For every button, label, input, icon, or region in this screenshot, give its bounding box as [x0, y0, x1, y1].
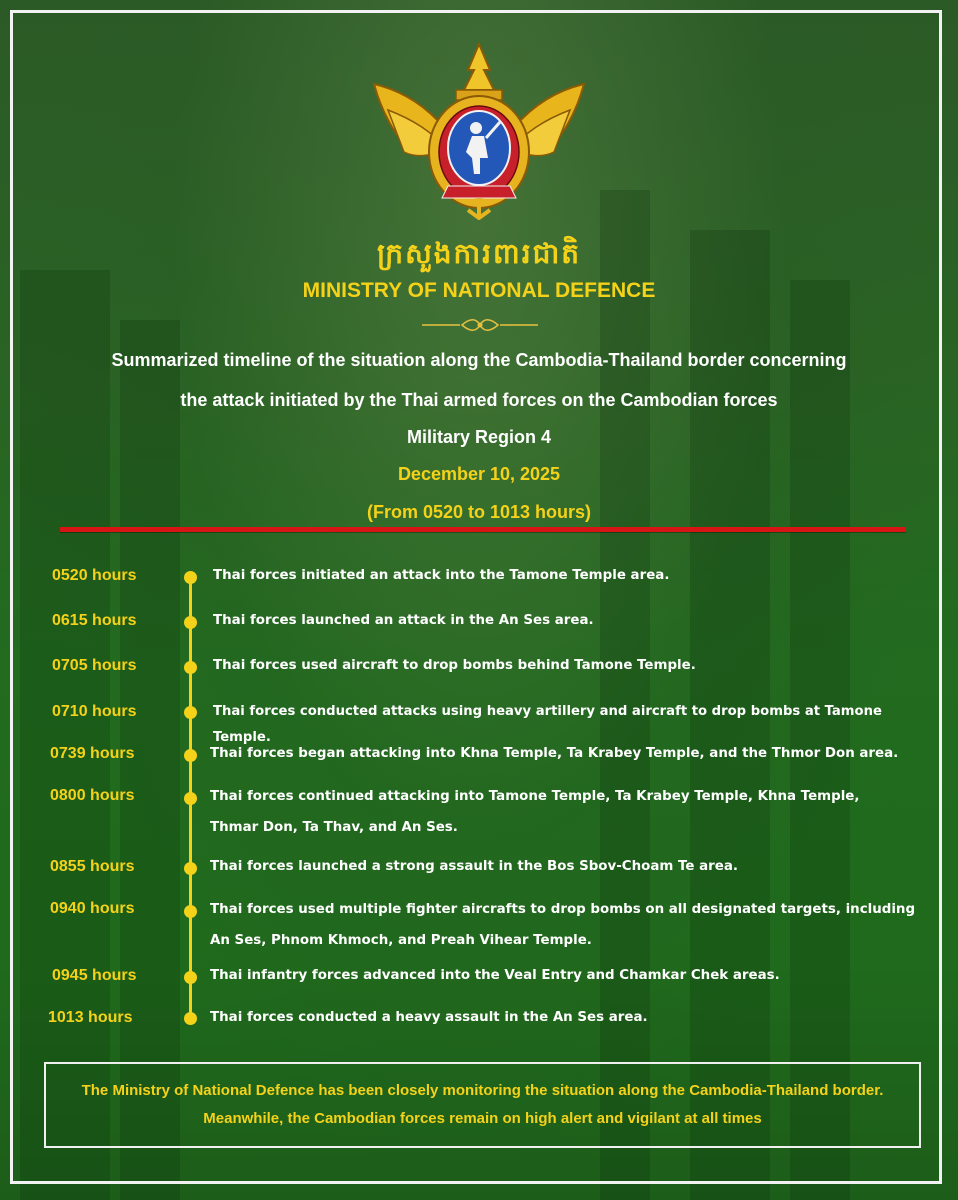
timeline-dot — [184, 661, 197, 674]
timeline-time: 0520 hours — [52, 567, 137, 584]
timeline-dot — [184, 706, 197, 719]
ministry-name: MINISTRY OF NATIONAL DEFENCE — [302, 279, 656, 302]
timeline-dot — [184, 1012, 197, 1025]
timeline-event: Thai forces used multiple fighter aircrafts to drop bombs on all designated targets, including — [210, 902, 916, 917]
timeline-dot — [184, 616, 197, 629]
timeline-event: Thai forces continued attacking into Tamone Temple, Ta Krabey Temple, Khna Temple, — [210, 789, 860, 804]
headline-line-2: the attack initiated by the Thai armed forces on the Cambodian forces — [180, 390, 778, 410]
timeline-event: Thai forces began attacking into Khna Temple, Ta Krabey Temple, and the Thmor Don area. — [210, 746, 899, 761]
timeline-event: Thai forces initiated an attack into the Tamone Temple area. — [213, 568, 670, 583]
timeline-event: Thai forces conducted a heavy assault in the An Ses area. — [210, 1010, 648, 1025]
ministry-emblem-icon — [368, 40, 590, 220]
timeline-event: Thai forces launched an attack in the An Ses area. — [213, 613, 594, 628]
timeline-dot — [184, 749, 197, 762]
timeline-event-continued: An Ses, Phnom Khmoch, and Preah Vihear Temple. — [210, 933, 592, 948]
timeline-dot — [184, 792, 197, 805]
timeline-event: Thai forces launched a strong assault in the Bos Sbov-Choam Te area. — [210, 859, 738, 874]
event-date: December 10, 2025 — [397, 464, 561, 484]
military-region-label: Military Region 4 — [406, 427, 552, 447]
timeline-event: Thai infantry forces advanced into the Veal Entry and Chamkar Chek areas. — [210, 968, 780, 983]
timeline-time: 0705 hours — [52, 657, 137, 674]
timeline-time: 0800 hours — [50, 787, 135, 804]
timeline-dot — [184, 862, 197, 875]
timeline-dot — [184, 971, 197, 984]
footer-note-line-1: The Ministry of National Defence has been closely monitoring the situation along the Cambodia-Thailand border. — [81, 1082, 884, 1099]
headline-line-1: Summarized timeline of the situation along the Cambodia-Thailand border concerning — [111, 350, 847, 370]
red-divider — [60, 527, 906, 532]
divider-ornament-icon — [420, 318, 540, 332]
footer-note-line-2: Meanwhile, the Cambodian forces remain on high alert and vigilant at all times — [203, 1110, 762, 1127]
timeline-dot — [184, 905, 197, 918]
timeline-dot — [184, 571, 197, 584]
timeline-time: 0739 hours — [50, 745, 135, 762]
timeline-time: 1013 hours — [48, 1009, 133, 1026]
timeline-time: 0710 hours — [52, 703, 137, 720]
khmer-ministry-title: ក្រសួងការពារជាតិ — [376, 237, 582, 270]
timeline-time: 0945 hours — [52, 967, 137, 984]
timeline-time: 0855 hours — [50, 858, 135, 875]
timeline-time: 0615 hours — [52, 612, 137, 629]
timeline-event: Thai forces used aircraft to drop bombs behind Tamone Temple. — [213, 658, 696, 673]
timeline-event-continued: Thmar Don, Ta Thav, and An Ses. — [210, 820, 458, 835]
timeline-event: Thai forces conducted attacks using heavy artillery and aircraft to drop bombs at Tamone Temple. — [213, 704, 882, 745]
time-range: (From 0520 to 1013 hours) — [366, 502, 592, 522]
footer-note-box — [44, 1062, 921, 1148]
timeline-time: 0940 hours — [50, 900, 135, 917]
